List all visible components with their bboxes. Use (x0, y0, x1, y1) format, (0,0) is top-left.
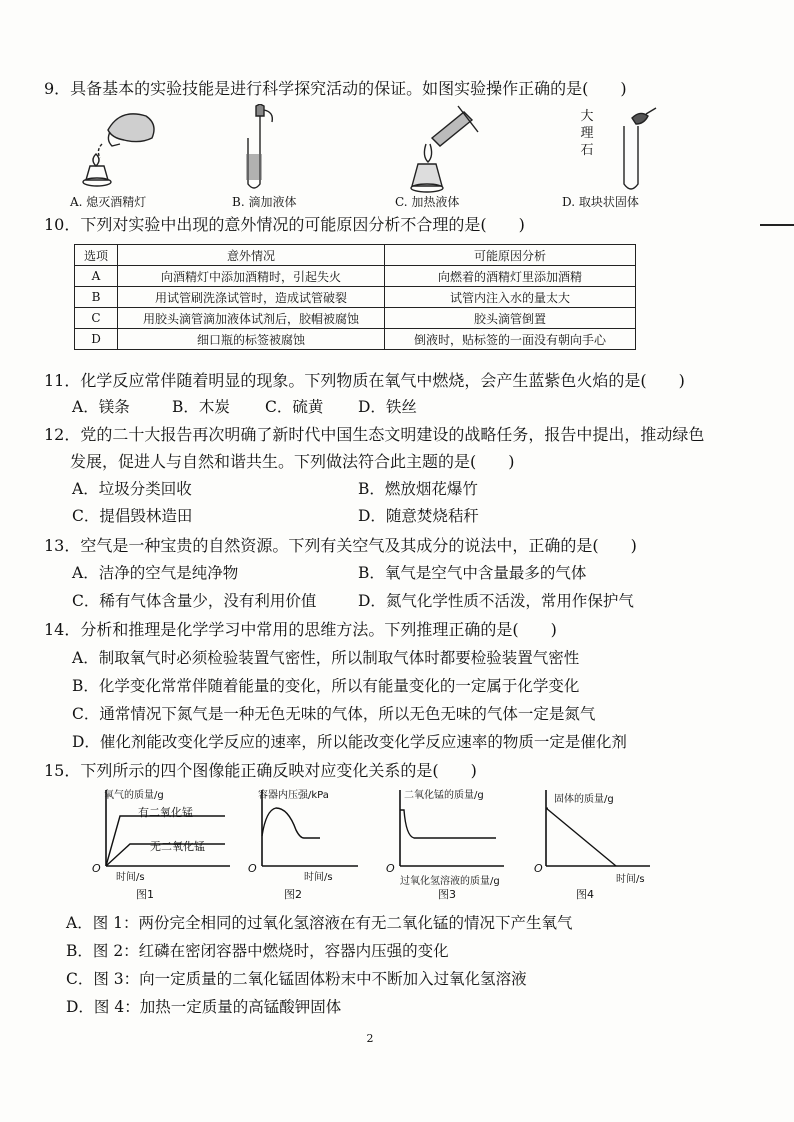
solid-mass-line (546, 808, 616, 866)
marble-label (580, 108, 594, 159)
graph-4 (532, 786, 662, 904)
q9-option-b: B. 滴加液体 (232, 195, 297, 209)
q9-option-c: C. 加热液体 (395, 195, 460, 209)
q12-stem-line2: 发展，促进人与自然和谐共生。下列做法符合此主题的是( ) (70, 452, 515, 471)
q10-table (74, 244, 636, 350)
graph-4-caption: 图4 (576, 888, 594, 901)
graph-3-xlabel: 过氧化氢溶液的质量/g (400, 876, 500, 887)
pressure-curve (262, 808, 320, 838)
q13-stem: 13．空气是一种宝贵的自然资源。下列有关空气及其成分的说法中，正确的是( ) (44, 536, 637, 555)
q14-option-b: B．化学变化常常伴随着能量的变化，所以有能量变化的一定属于化学变化 (72, 677, 580, 695)
q14-option-a: A．制取氧气时必须检验装置气密性，所以制取气体时都要检验装置气密性 (72, 649, 580, 667)
q9-option-d: D. 取块状固体 (562, 195, 639, 209)
q13-option-c: C．稀有气体含量少，没有利用价值 (72, 592, 317, 610)
marble-label-char-2: 理 (580, 126, 594, 141)
marble-label-char-1: 大 (580, 109, 594, 124)
graph-1 (90, 786, 240, 904)
q12-stem-line1: 12．党的二十大报告再次明确了新时代中国生态文明建设的战略任务，报告中提出，推动绿色 (44, 425, 705, 444)
graph-2-origin: O (248, 862, 257, 875)
figure-d-solid-into-tube (624, 108, 656, 189)
q15-stem: 15．下列所示的四个图像能正确反映对应变化关系的是( ) (44, 761, 477, 780)
row-c-situation: 用胶头滴管滴加液体试剂后，胶帽被腐蚀 (118, 308, 385, 329)
q13-option-d: D．氮气化学性质不活泼，常用作保护气 (358, 592, 634, 610)
marble-label-char-3: 石 (580, 143, 594, 158)
row-a-situation: 向酒精灯中添加酒精时，引起失火 (118, 266, 385, 287)
q12-option-d: D．随意焚烧秸秆 (358, 507, 479, 525)
graph-3-origin: O (386, 862, 395, 875)
q12-option-c: C．提倡毁林造田 (72, 507, 193, 525)
graph-4-xlabel: 时间/s (616, 874, 645, 885)
q10-stem: 10．下列对实验中出现的意外情况的可能原因分析不合理的是( ) (44, 215, 525, 234)
row-d-option: D (75, 329, 118, 350)
header-cause: 可能原因分析 (385, 245, 636, 266)
row-b-option: B (75, 287, 118, 308)
header-situation: 意外情况 (118, 245, 385, 266)
graph-4-ylabel: 固体的质量/g (554, 794, 614, 805)
q11-option-d: D．铁丝 (358, 398, 417, 416)
figure-c-heating-liquid (411, 106, 478, 192)
q14-stem: 14．分析和推理是化学学习中常用的思维方法。下列推理正确的是( ) (44, 620, 557, 639)
header-option: 选项 (75, 245, 118, 266)
graph-1-series-1-label: 有二氧化锰 (138, 806, 193, 819)
graph-3-ylabel: 二氧化锰的质量/g (404, 790, 484, 801)
figure-a-extinguish-lamp (83, 114, 154, 186)
graph-3 (384, 786, 534, 904)
q15-option-c: C．图 3：向一定质量的二氧化锰固体粉末中不断加入过氧化氢溶液 (66, 970, 527, 988)
q11-option-a: A．镁条 (72, 398, 130, 416)
row-b-situation: 用试管刷洗涤试管时，造成试管破裂 (118, 287, 385, 308)
q9-stem: 9．具备基本的实验技能是进行科学探究活动的保证。如图实验操作正确的是( ) (44, 79, 627, 98)
q15-option-b: B．图 2：红磷在密闭容器中燃烧时，容器内压强的变化 (66, 942, 449, 960)
graph-2 (248, 786, 388, 904)
table-row (75, 329, 636, 350)
table-row (75, 308, 636, 329)
q11-option-b: B．木炭 (172, 398, 230, 416)
row-c-option: C (75, 308, 118, 329)
q12-option-b: B．燃放烟花爆竹 (358, 480, 478, 498)
table-row (75, 287, 636, 308)
graph-3-caption: 图3 (438, 888, 456, 901)
mno2-curve (400, 810, 496, 838)
q9-option-a: A. 熄灭酒精灯 (70, 195, 147, 209)
q13-option-b: B．氧气是空气中含量最多的气体 (358, 564, 587, 582)
graph-2-plot (248, 786, 388, 904)
row-a-option: A (75, 266, 118, 287)
graph-2-caption: 图2 (284, 888, 302, 901)
graph-2-xlabel: 时间/s (304, 872, 333, 883)
row-d-cause: 倒液时，贴标签的一面没有朝向手心 (385, 329, 636, 350)
graph-1-series-2-label: 无二氧化锰 (150, 840, 205, 853)
graph-2-ylabel: 容器内压强/kPa (258, 790, 329, 801)
margin-mark (760, 224, 794, 226)
row-a-cause: 向燃着的酒精灯里添加酒精 (385, 266, 636, 287)
q11-option-c: C．硫黄 (265, 398, 324, 416)
q11-stem: 11．化学反应常伴随着明显的现象。下列物质在氧气中燃烧，会产生蓝紫色火焰的是( ) (44, 371, 685, 390)
row-b-cause: 试管内注入水的量太大 (385, 287, 636, 308)
q9-figures (60, 104, 740, 200)
q15-option-a: A．图 1：两份完全相同的过氧化氢溶液在有无二氧化锰的情况下产生氧气 (66, 914, 573, 932)
figure-b-dropper (246, 104, 272, 188)
graph-1-xlabel: 时间/s (116, 872, 145, 883)
q14-option-d: D．催化剂能改变化学反应的速率，所以能改变化学反应速率的物质一定是催化剂 (72, 733, 627, 751)
graph-1-ylabel: 氧气的质量/g (104, 790, 164, 801)
q14-option-c: C．通常情况下氮气是一种无色无味的气体，所以无色无味的气体一定是氮气 (72, 705, 596, 723)
row-c-cause: 胶头滴管倒置 (385, 308, 636, 329)
row-d-situation: 细口瓶的标签被腐蚀 (118, 329, 385, 350)
q13-option-a: A．洁净的空气是纯净物 (72, 564, 239, 582)
graph-4-origin: O (534, 862, 543, 875)
graph-1-origin: O (92, 862, 101, 875)
q15-option-d: D．图 4：加热一定质量的高锰酸钾固体 (66, 998, 342, 1016)
q12-option-a: A．垃圾分类回收 (72, 480, 192, 498)
table-header-row (75, 245, 636, 266)
page-number: 2 (366, 1032, 374, 1045)
table-row (75, 266, 636, 287)
graph-1-caption: 图1 (136, 888, 154, 901)
